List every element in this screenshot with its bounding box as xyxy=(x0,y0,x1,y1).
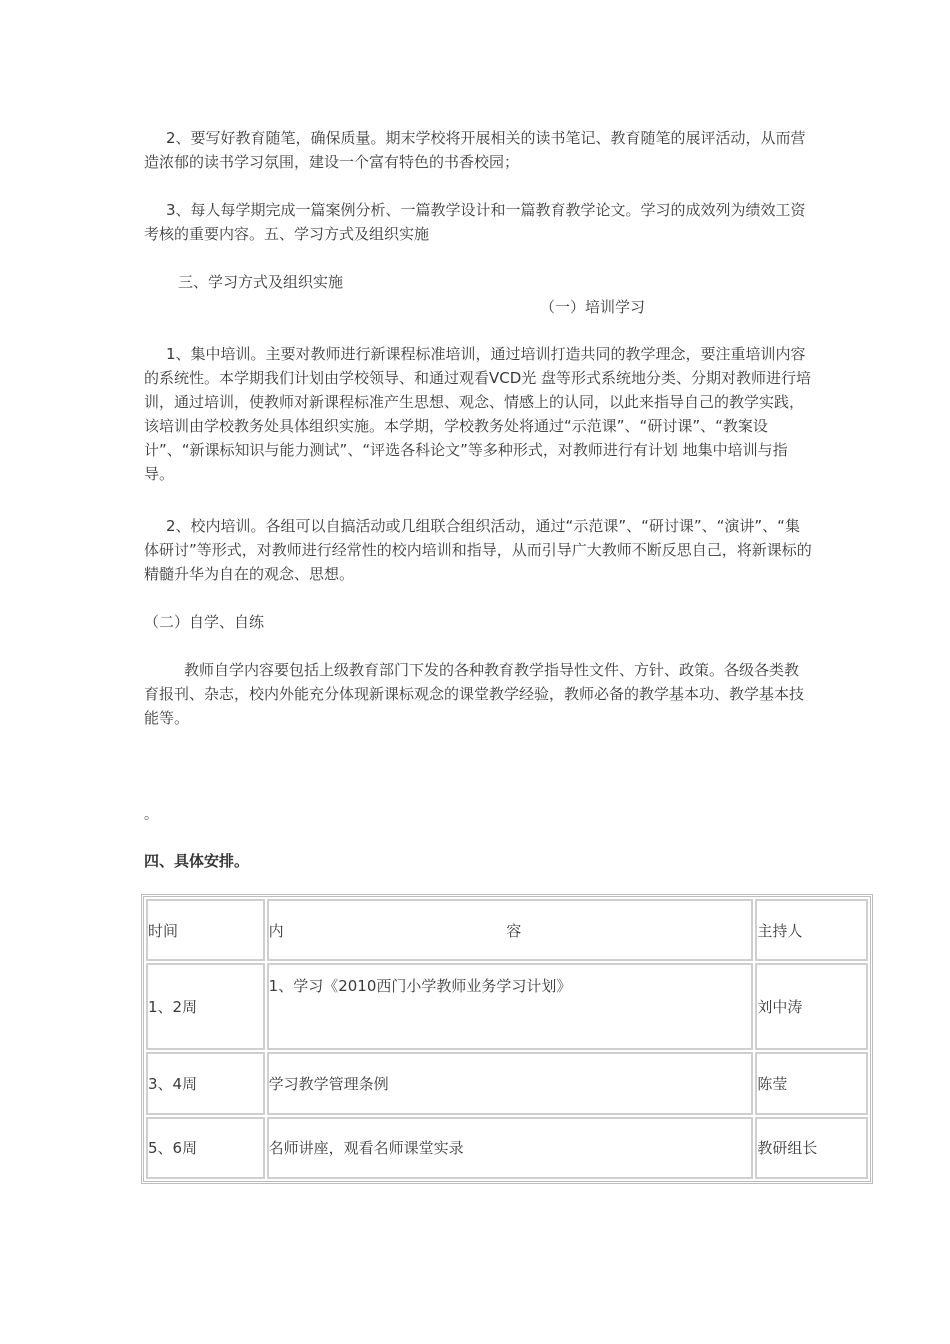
subheading-training: （一）培训学习 xyxy=(540,298,646,316)
cell-content: 名师讲座，观看名师课堂实录 xyxy=(267,1117,754,1179)
section-heading-4: 四、具体安排。 xyxy=(144,852,250,870)
table-row xyxy=(146,1052,868,1114)
header-time: 时间 xyxy=(146,899,265,961)
paragraph-school-training: 2、校内培训。各组可以自搞活动或几组联合组织活动，通过“示范课”、“研讨课”、“演讲”、“集体研讨”等形式，对教师进行经常性的校内培训和指导，从而引导广大教师不断反思自己，将新课标的精髓升华为自在的观念、思想。 xyxy=(144,517,812,583)
paragraph-annual-tasks: 3、每人每学期完成一篇案例分析、一篇教学设计和一篇教育教学论文。学习的成效列为绩效工资考核的重要内容。五、学习方式及组织实施 xyxy=(144,201,806,243)
cell-content: 1、学习《2010西门小学教师业务学习计划》 xyxy=(267,963,754,1050)
cell-time: 5、6周 xyxy=(146,1117,265,1179)
paragraph-essay-writing: 2、要写好教育随笔，确保质量。期末学校将开展相关的读书笔记、教育随笔的展评活动，从而营造浓郁的读书学习氛围，建设一个富有特色的书香校园； xyxy=(144,129,806,171)
paragraph-self-study-content: 教师自学内容要包括上级教育部门下发的各种教育教学指导性文件、方针、政策。各级各类教育报刊、杂志，校内外能充分体现新课标观念的课堂教学经验，教师必备的教学基本功、教学基本技能等。 xyxy=(144,661,805,727)
cell-time: 1、2周 xyxy=(146,963,265,1050)
subheading-self-study: （二）自学、自练 xyxy=(144,613,265,631)
table-row xyxy=(146,963,868,1050)
cell-host: 陈莹 xyxy=(755,1052,868,1114)
section-heading-3: 三、学习方式及组织实施 xyxy=(178,273,344,291)
cell-host: 刘中涛 xyxy=(755,963,868,1050)
schedule-table xyxy=(141,894,873,1184)
table-row xyxy=(146,1117,868,1179)
cell-content: 学习教学管理条例 xyxy=(267,1052,754,1114)
table-header-row xyxy=(146,899,868,961)
paragraph-centralized-training: 1、集中培训。主要对教师进行新课程标准培训，通过培训打造共同的教学理念，要注重培训内容的系统性。本学期我们计划由学校领导、和通过观看VCD光 盘等形式系统地分类、分期对教师进行培训，通过培训，使教师对新课程标准产生思想、观念、情感上的认同，以此来指导自己的教学实践，该培训由学校教务处具体组织实施。本学期，学校教务处将通过“示范课”、“研讨课”、“教案设计”、“新课标知识与能力测试”、“评选各科论文”等多种形式，对教师进行有计划 地集中培训与指导。 xyxy=(144,345,812,483)
stray-period: 。 xyxy=(144,807,158,823)
header-content-right: 容 xyxy=(506,921,522,940)
header-content-left: 内 xyxy=(268,921,284,940)
cell-time: 3、4周 xyxy=(146,1052,265,1114)
cell-host: 教研组长 xyxy=(755,1117,868,1179)
header-host: 主持人 xyxy=(755,899,868,961)
header-content xyxy=(267,899,754,961)
